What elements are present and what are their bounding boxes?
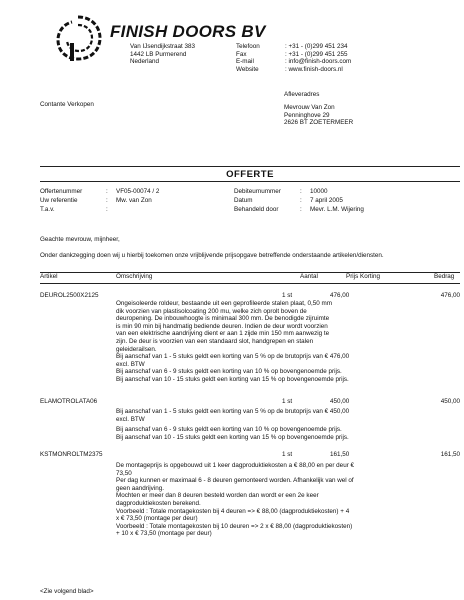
email-link[interactable]: : info@finish-doors.com xyxy=(285,58,352,66)
address-line: Van IJsendijkstraat 383 xyxy=(130,43,195,50)
contact-label: Website xyxy=(236,65,259,73)
contact-label: E-mail xyxy=(236,58,254,66)
meta-right-labels xyxy=(234,188,281,214)
description-line: is min 90 min bij handmatig bediende deuren. Indien de deur wordt voorzien xyxy=(116,322,328,330)
description-line: zijn. De deur is voorzien van een standaard slot, handgrepen en stalen xyxy=(116,337,314,345)
table-row-price: 450,00 xyxy=(330,398,350,405)
table-row-qty: 1 st xyxy=(282,292,293,299)
afleveradres-label: Afleveradres xyxy=(284,91,320,98)
meta-left-labels xyxy=(40,188,82,214)
description-line: excl. BTW xyxy=(116,415,145,423)
table-row-price: 161,50 xyxy=(330,451,350,458)
referentie-value: Mw. van Zon xyxy=(116,196,152,204)
description-line: Bij aanschaf van 1 - 5 stuks geldt een korting van 5 % op de brutoprijs van € 476,00 xyxy=(116,353,350,361)
phone-value: : +31 - (0)299 451 234 xyxy=(285,43,348,50)
recipient-line: Mevrouw Van Zon xyxy=(284,104,335,111)
col-header-korting: Korting xyxy=(360,273,380,280)
description-line: geen aandrijving. xyxy=(116,484,164,492)
colon: : xyxy=(300,205,302,213)
col-header-prijs: Prijs xyxy=(346,273,359,280)
description-line: Ongeisoleerde roldeur, bestaande uit een geprofileerde stalen plaat, 0,50 mm xyxy=(116,300,332,307)
table-row-amount: 450,00 xyxy=(440,398,460,405)
meta-label: Uw referentie xyxy=(40,196,78,204)
meta-label: Behandeld door xyxy=(234,205,279,213)
description-line: Bij aanschaf van 6 - 9 stuks geldt een korting van 10 % op bovengenoemde prijs. xyxy=(116,368,342,376)
table-row-code: KSTMONROLTM2375 xyxy=(40,451,103,458)
table-row-code: ELAMOTROLATA06 xyxy=(40,398,98,405)
meta-label: Offertenummer xyxy=(40,188,83,195)
recipient-line: Penninghove 29 xyxy=(284,111,330,119)
fax-value: : +31 - (0)299 451 255 xyxy=(285,50,348,58)
meta-right-colons xyxy=(300,188,302,214)
description-line: 73,50 xyxy=(116,469,132,477)
description-line: Bij aanschaf van 10 - 15 stuks geldt een korting van 15 % op bovengenoemde prijs. xyxy=(116,433,349,441)
description-line: Bij aanschaf van 6 - 9 stuks geldt een korting van 10 % op bovengenoemde prijs. xyxy=(116,426,342,434)
contact-label: Fax xyxy=(236,50,247,58)
table-row-description xyxy=(116,300,378,384)
meta-right-values xyxy=(310,188,364,214)
description-line: van een elektrische aandrijving dient er aan 1 zijde min 150 mm aanwezig te xyxy=(116,330,330,338)
description-line: + 10 x € 73,50 (montage per deur) xyxy=(116,530,212,538)
description-line: dik voorzien van plastisolcoating 200 mu, welke zich oprolt boven de xyxy=(116,307,307,315)
colon: : xyxy=(300,188,302,195)
datum-value: 7 april 2005 xyxy=(310,196,343,204)
col-header-aantal: Aantal xyxy=(300,273,318,280)
next-page-note: <Zie volgend blad> xyxy=(40,588,94,595)
colon: : xyxy=(300,196,302,204)
document-title: OFFERTE xyxy=(40,166,460,182)
table-row-price: 476,00 xyxy=(330,292,350,299)
colon: : xyxy=(106,205,108,213)
table-header-bottom-rule xyxy=(40,283,460,284)
intro-text: Onder dankzegging doen wij u hierbij toekomen onze vrijblijvende prijsopgave betreffende onderstaande artikelen/diensten. xyxy=(40,252,384,259)
behandeld-door-value: Mevr. L.M. Wijering xyxy=(310,205,364,213)
description-line: Mochten er meer dan 8 deuren besteld worden dan wordt er een 2e keer xyxy=(116,492,319,500)
debiteurnummer-value: 10000 xyxy=(310,188,328,195)
col-header-bedrag: Bedrag xyxy=(434,273,455,280)
col-header-artikel: Artikel xyxy=(40,273,58,280)
table-row-qty: 1 st xyxy=(282,451,293,458)
table-row-qty: 1 st xyxy=(282,398,293,405)
table-row-amount: 161,50 xyxy=(440,451,460,458)
description-line: geleiderailsen. xyxy=(116,345,157,353)
company-logo-icon xyxy=(52,13,104,68)
description-line: Bij aanschaf van 1 - 5 stuks geldt een korting van 5 % op de brutoprijs van € 450,00 xyxy=(116,408,350,415)
recipient-line: 2626 BT ZOETERMEER xyxy=(284,119,354,127)
meta-label: Debiteurnummer xyxy=(234,188,281,195)
description-line: De montageprijs is opgebouwd uit 1 keer dagproduktiekosten a € 88,00 en per deur € xyxy=(116,462,355,469)
customer-label: Contante Verkopen xyxy=(40,101,94,108)
offertenummer-value: VF05-00074 / 2 xyxy=(116,188,160,195)
table-row-amount: 476,00 xyxy=(440,292,460,299)
description-line: deuropening. De inbouwhoogte is minimaal 300 mm. De benodigde zijruimte xyxy=(116,315,330,323)
description-line: Per dag kunnen er maximaal 6 - 8 deuren gemonteerd worden. Afhankelijk van wel of xyxy=(116,477,354,485)
contact-label: Telefoon xyxy=(236,43,260,50)
contact-values xyxy=(285,43,351,73)
description-line: x € 73,50 (montage per deur) xyxy=(116,515,198,523)
address-line: 1442 LB Purmerend xyxy=(130,50,187,58)
address-line: Nederland xyxy=(130,58,160,66)
description-line: dagproduktiekosten berekend. xyxy=(116,499,201,507)
table-row-description xyxy=(116,462,378,538)
table-row-description xyxy=(116,408,378,441)
contact-labels xyxy=(236,43,260,73)
meta-left-values xyxy=(116,188,159,214)
description-line: excl. BTW xyxy=(116,360,145,368)
greeting: Geachte mevrouw, mijnheer, xyxy=(40,236,120,243)
description-line: Bij aanschaf van 10 - 15 stuks geldt een korting van 15 % op bovengenoemde prijs. xyxy=(116,375,349,383)
tav-value xyxy=(116,206,159,215)
meta-left-colons xyxy=(106,188,108,214)
company-name: FINISH DOORS BV xyxy=(110,22,266,41)
meta-label: T.a.v. xyxy=(40,205,55,213)
description-line: Voorbeeld : Totale montagekosten bij 10 deuren => 2 x € 88,00 (dagproduktiekosten) xyxy=(116,522,353,530)
company-address xyxy=(130,43,195,66)
website-link[interactable]: : www.finish-doors.nl xyxy=(285,65,343,73)
table-row-code: DEUROL2500X2125 xyxy=(40,292,99,299)
colon: : xyxy=(106,196,108,204)
col-header-omschrijving: Omschrijving xyxy=(116,273,153,280)
table-header-top-rule xyxy=(40,272,460,273)
description-line: Voorbeeld : Totale montagekosten bij 4 deuren => € 88,00 (dagproduktiekosten) + 4 xyxy=(116,507,350,515)
colon: : xyxy=(106,188,108,195)
recipient-address xyxy=(284,104,353,127)
meta-label: Datum xyxy=(234,196,253,204)
